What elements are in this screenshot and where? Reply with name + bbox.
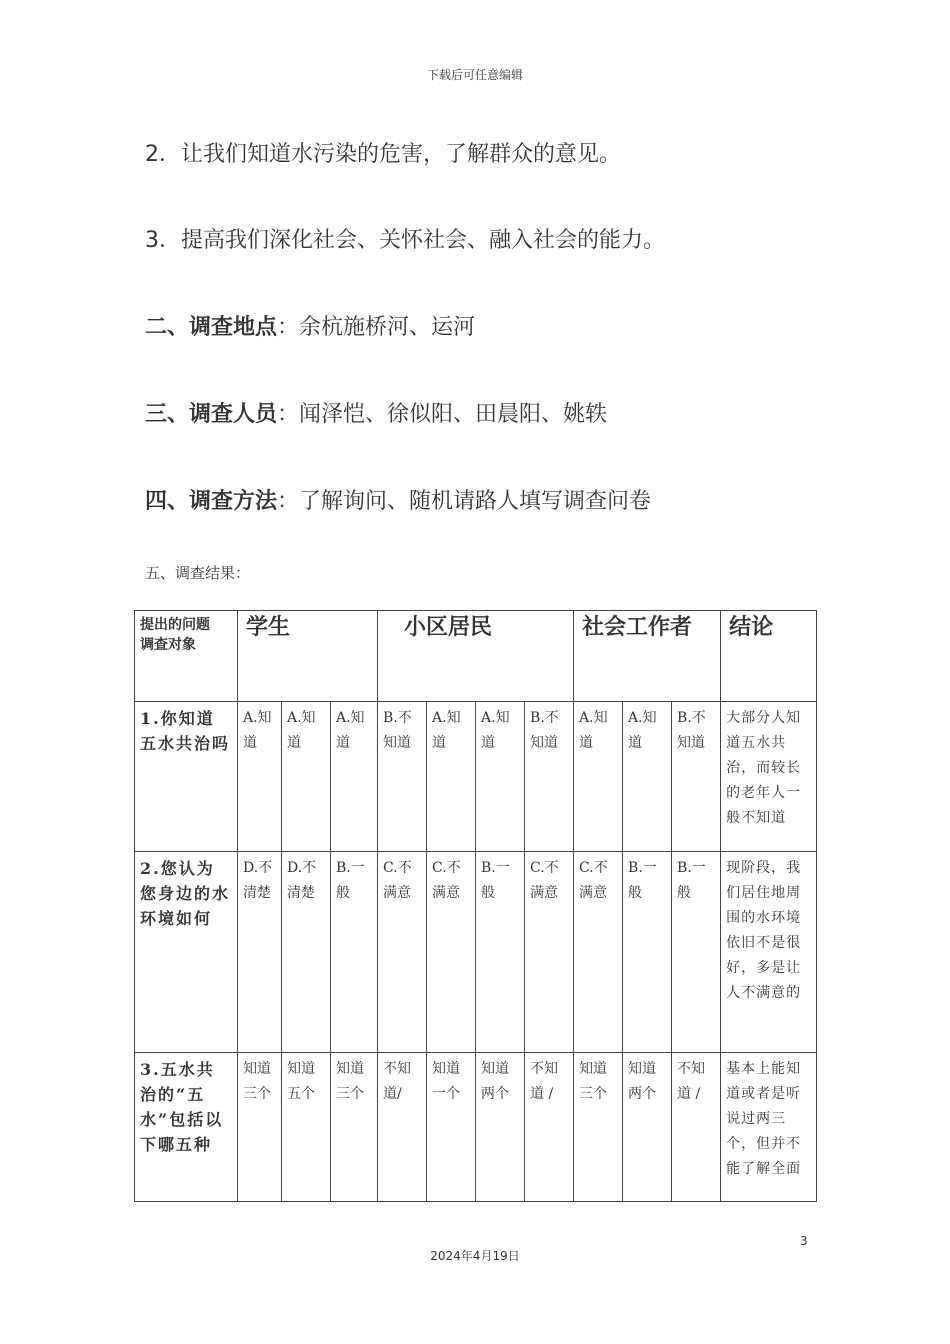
answer-cell: 知道两个 [476,1053,525,1202]
conclusion-cell: 大部分人知道五水共治，而较长的老年人一般不知道 [721,702,817,852]
table-header-row [135,611,817,702]
results-heading: 五、调查结果： [145,564,251,582]
answer-cell: A.知道 [331,702,378,852]
paragraph-method [145,484,651,515]
answer-cell: B.一般 [331,852,378,1053]
answer-cell: C.不满意 [574,852,623,1053]
table-row [135,1053,817,1202]
answer-cell: A.知道 [427,702,476,852]
answer-cell: A.知道 [282,702,331,852]
answer-cell: B.不知道 [525,702,574,852]
group-header-conclusion: 结论 [721,611,817,702]
group-header-students: 学生 [238,611,378,702]
answer-cell: C.不满意 [525,852,574,1053]
method-label: 四、调查方法 [145,489,278,514]
paragraph-goal-2: 2．让我们知道水污染的危害，了解群众的意见。 [145,142,621,167]
answer-cell: 知道三个 [574,1053,623,1202]
answer-cell: B.不知道 [672,702,721,852]
question-cell: 2.您认为您身边的水环境如何 [135,852,238,1053]
question-cell: 1.你知道五水共治吗 [135,702,238,852]
group-header-residents: 小区居民 [378,611,574,702]
answer-cell: A.知道 [574,702,623,852]
table-row [135,702,817,852]
conclusion-cell: 现阶段，我们居住地周围的水环境依旧不是很好，多是让人不满意的 [721,852,817,1053]
answer-cell: 不知道 / [525,1053,574,1202]
corner-subject-label: 调查对象 [140,637,196,653]
answer-cell: 知道一个 [427,1053,476,1202]
people-label: 三、调查人员 [145,402,278,427]
corner-cell [135,611,238,702]
group-header-workers: 社会工作者 [574,611,721,702]
conclusion-cell: 基本上能知道或者是听说过两三个，但并不能了解全面 [721,1053,817,1202]
paragraph-goal-3: 3．提高我们深化社会、关怀社会、融入社会的能力。 [145,228,665,253]
answer-cell: C.不满意 [427,852,476,1053]
answer-cell: 不知道/ [378,1053,427,1202]
answer-cell: A.知道 [476,702,525,852]
table-row [135,852,817,1053]
answer-cell: D.不清楚 [282,852,331,1053]
corner-question-label: 提出的问题 [140,617,210,633]
answer-cell: 知道三个 [238,1053,282,1202]
page-number: 3 [800,1234,808,1248]
answer-cell: A.知道 [623,702,672,852]
answer-cell: 知道五个 [282,1053,331,1202]
answer-cell: B.一般 [623,852,672,1053]
answer-cell: 知道三个 [331,1053,378,1202]
location-label: 二、调查地点 [145,315,278,340]
answer-cell: B.不知道 [378,702,427,852]
answer-cell: 不知道 / [672,1053,721,1202]
question-cell: 3.五水共治的“五水”包括以下哪五种 [135,1053,238,1202]
survey-results-table [134,610,817,1202]
method-value: ：了解询问、随机请路人填写调查问卷 [277,489,652,514]
paragraph-location [145,310,475,341]
answer-cell: B.一般 [476,852,525,1053]
header-note: 下载后可任意编辑 [426,68,523,82]
answer-cell: 知道两个 [623,1053,672,1202]
footer-date: 2024年4月19日 [430,1249,520,1263]
answer-cell: D.不清楚 [238,852,282,1053]
people-value: ：闻泽恺、徐似阳、田晨阳、姚轶 [277,402,608,427]
answer-cell: B.一般 [672,852,721,1053]
answer-cell: C.不满意 [378,852,427,1053]
location-value: ：余杭施桥河、运河 [277,315,476,340]
answer-cell: A.知道 [238,702,282,852]
paragraph-people [145,397,607,428]
